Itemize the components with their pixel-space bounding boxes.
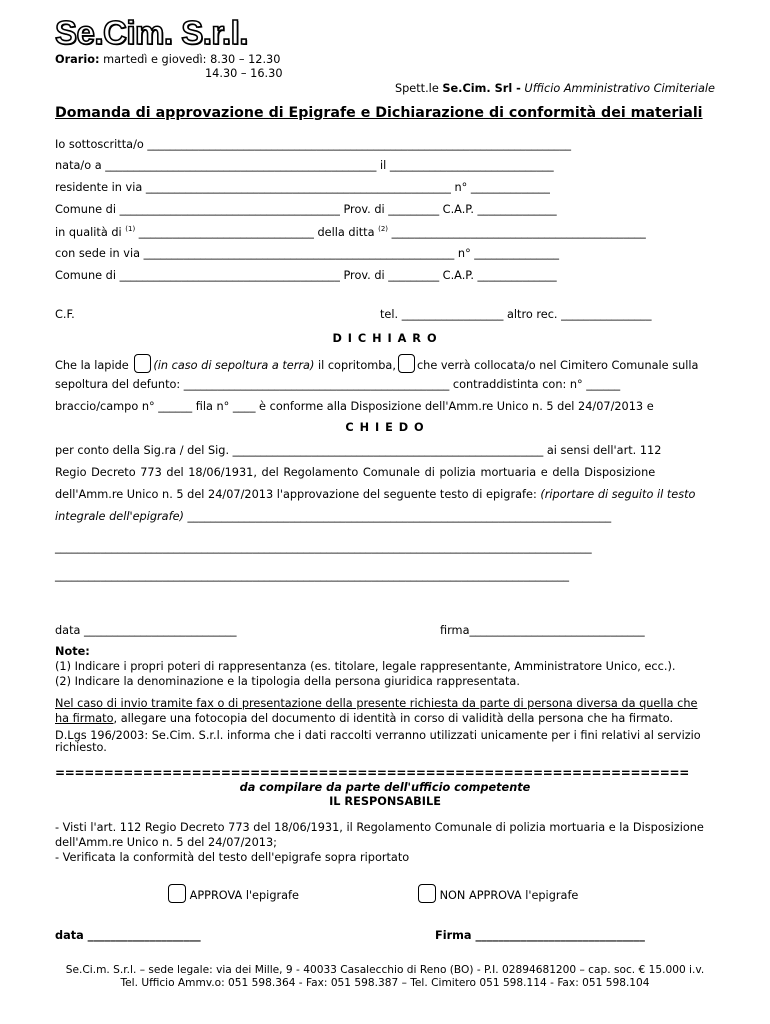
document-title: Domanda di approvazione di Epigrafe e Dichiarazione di conformità dei materiali [55,105,703,121]
opening-hours-line2: 14.30 – 16.30 [205,67,283,80]
field-birth[interactable]: nata/o a ________________________________________________ il _____________________________ [55,159,554,172]
office-visti-line2: dell'Amm.re Unico n. 5 del 24/07/2013; [55,836,277,849]
role-label: in qualità di [55,225,122,239]
footer-line2: Tel. Ufficio Ammv.o: 051 598.364 - Fax: 051 598.387 – Tel. Cimitero 051 598.114 - Fax: 051 598.104 [120,977,650,989]
epigraph-line3[interactable]: ___________________________________________________________________________________________ [55,569,570,582]
approve-option[interactable] [168,884,299,903]
opening-hours [55,53,280,66]
reject-checkbox[interactable] [418,884,436,903]
office-date-field[interactable]: data ____________________ [55,929,201,942]
field-comune[interactable]: Comune di _______________________________________ Prov. di _________ C.A.P. ______________ [55,203,557,216]
approve-checkbox[interactable] [168,884,186,903]
fax-note-rest: , allegare una fotocopia del documento di identità in corso di validità della persona che ha firmato. [113,712,674,725]
opening-hours-label: Orario: [55,53,100,66]
field-tel[interactable]: tel. __________________ altro rec. ________________ [380,308,652,321]
dichiaro-heading: D I C H I A R O [332,332,438,345]
opening-hours-line1: martedì e giovedì: 8.30 – 12.30 [103,53,281,66]
dichiaro-line2[interactable]: sepoltura del defunto: _______________________________________________ contraddistinta con: n° ______ [55,378,621,391]
company-note-ref: (2) [378,225,389,233]
field-role[interactable] [55,225,646,239]
approve-label: APPROVA l'epigrafe [189,889,299,902]
recipient-prefix: Spett.le [394,82,439,95]
epigraph-line1-field: ___________________________________________________________________________ [187,510,612,523]
field-cf[interactable]: C.F. [55,308,75,321]
notes-heading: Note: [55,645,90,658]
office-responsabile: IL RESPONSABILE [329,795,441,808]
company-logo: Se.Cim. S.r.l. [55,14,248,51]
lapide-checkbox[interactable] [134,354,151,373]
recipient-office: Ufficio Amministrativo Cimiteriale [524,82,715,95]
copritomba-label: il copritomba, [317,359,396,372]
chiedo-line3 [55,488,695,501]
chiedo-line3-text: dell'Amm.re Unico n. 5 del 24/07/2013 l'approvazione del seguente testo di epigrafe: [55,488,537,501]
reject-option[interactable] [418,884,578,903]
role-note-ref: (1) [125,225,136,233]
role-line: _______________________________ della ditta [138,225,375,239]
chiedo-line2: Regio Decreto 773 del 18/06/1931, del Regolamento Comunale di polizia mortuaria e della Disposizione [55,466,656,479]
section-separator: ================================================================= [55,766,690,780]
signature-field[interactable]: firma_______________________________ [440,624,645,637]
date-field[interactable]: data ___________________________ [55,624,237,637]
epigraph-line1[interactable] [55,510,611,523]
fax-note-line1: Nel caso di invio tramite fax o di presentazione della presente richiesta da parte di persona diversa da quella che [55,697,698,710]
reject-label: NON APPROVA l'epigrafe [439,889,579,902]
dichiaro-line3[interactable]: braccio/campo n° ______ fila n° ____ è conforme alla Disposizione dell'Amm.re Unico n. 5 del 24/07/2013 e [55,400,654,413]
recipient [395,82,715,95]
chiedo-line1[interactable]: per conto della Sig.ra / del Sig. _______________________________________________________ ai sensi dell'art. 112 [55,444,662,457]
company-line: _____________________________________________ [391,225,646,239]
fax-note-line2 [55,712,673,725]
collocata-text: che verrà collocata/o nel Cimitero Comunale sulla [416,359,699,372]
field-residence[interactable]: residente in via ______________________________________________________ n° ______________ [55,181,550,194]
dichiaro-line1 [55,354,698,373]
chiedo-line3-note: (riportare di seguito il testo [540,488,696,501]
note-1: (1) Indicare i propri poteri di rappresentanza (es. titolare, legale rappresentante, Amministratore Unico, ecc.). [55,660,676,673]
field-company-comune[interactable]: Comune di _______________________________________ Prov. di _________ C.A.P. ______________ [55,269,557,282]
lapide-note: (in caso di sepoltura a terra) [153,359,315,372]
privacy-line2: richiesto. [55,741,107,754]
fax-note-underlined: ha firmato [55,712,114,725]
office-subtitle: da compilare da parte dell'ufficio competente [239,781,531,794]
epigraph-line2[interactable]: _______________________________________________________________________________________________ [55,541,592,554]
recipient-company: Se.Cim. Srl - [442,82,521,95]
chiedo-heading: C H I E D O [345,421,425,434]
epigraph-note: integrale dell'epigrafe) [55,510,184,523]
field-name[interactable]: Io sottoscritta/o ___________________________________________________________________________ [55,138,572,151]
privacy-line1: D.Lgs 196/2003: Se.Cim. S.r.l. informa che i dati raccolti verranno utilizzati unicamente per i fini relativi al servizio [55,729,701,742]
field-company-address[interactable]: con sede in via _______________________________________________________ n° _______________ [55,247,560,260]
office-signature-field[interactable]: Firma ______________________________ [435,929,645,942]
lapide-label: Che la lapide [55,359,129,372]
note-2: (2) Indicare la denominazione e la tipologia della persona giuridica rappresentata. [55,675,520,688]
office-visti-line1: - Visti l'art. 112 Regio Decreto 773 del 18/06/1931, il Regolamento Comunale di polizia mortuaria e la Disposizione [55,821,704,834]
footer-line1: Se.Ci.m. S.r.l. – sede legale: via dei Mille, 9 - 40033 Casalecchio di Reno (BO) - P.I. 02894681200 – cap. soc. € 15.000 i.v. [65,964,705,976]
office-verificata: - Verificata la conformità del testo dell'epigrafe sopra riportato [55,851,410,864]
copritomba-checkbox[interactable] [398,354,415,373]
